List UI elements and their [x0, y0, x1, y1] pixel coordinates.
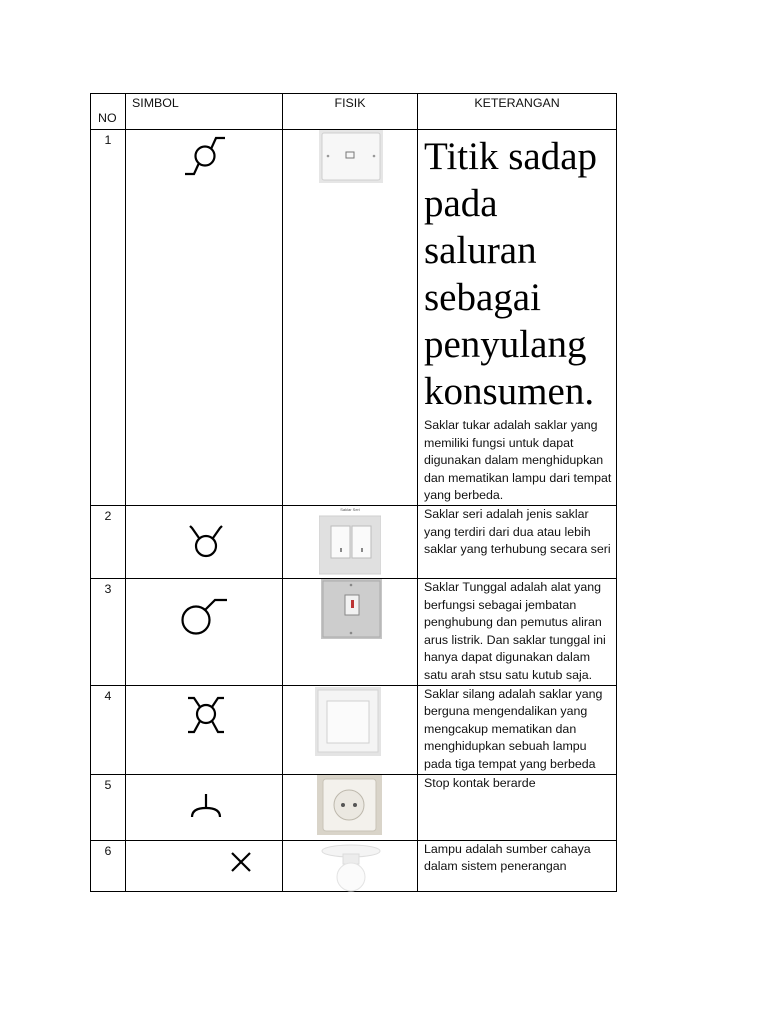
description-cell — [418, 685, 617, 774]
toggle-switch-double-pole-icon — [126, 130, 283, 190]
description-cell — [418, 130, 617, 506]
row-description: Saklar seri adalah jenis saklar yang terdiri dari dua atau lebih saklar yang terhubung secara seri — [424, 506, 611, 557]
row-number: 5 — [91, 774, 126, 840]
photo-cell — [283, 578, 418, 685]
description-cell — [418, 505, 617, 578]
row-description: Stop kontak berarde — [424, 775, 536, 790]
table-row — [91, 505, 617, 578]
table-row — [91, 774, 617, 840]
double-switch-plate-photo — [319, 506, 381, 576]
metal-single-switch-photo — [321, 579, 382, 639]
photo-cell — [283, 505, 418, 578]
highlight-title: Titik sadap pada saluran sebagai penyulang konsumen. — [424, 135, 598, 413]
row-number: 6 — [91, 840, 126, 891]
header-no: NO — [91, 94, 126, 130]
photo-cell — [283, 130, 418, 506]
photo-cell — [283, 774, 418, 840]
symbol-cell — [126, 685, 283, 774]
single-switch-icon — [126, 579, 283, 649]
header-fisik: FISIK — [283, 94, 418, 130]
square-rocker-switch-photo — [315, 687, 381, 756]
row-description: Saklar tukar adalah saklar yang memiliki fungsi untuk dapat digunakan dalam menghidupkan dan mematikan lampu dari tempat yang berbeda. — [424, 418, 612, 503]
lamp-cross-icon — [126, 841, 283, 891]
header-simbol: SIMBOL — [126, 94, 283, 130]
photo-caption: Saklar Seri — [340, 506, 360, 512]
photo-cell — [283, 685, 418, 774]
symbol-cell — [126, 130, 283, 506]
table-row — [91, 840, 617, 891]
description-cell — [418, 840, 617, 891]
single-switch-plate-photo — [319, 130, 383, 183]
row-number: 2 — [91, 505, 126, 578]
description-cell — [418, 578, 617, 685]
symbol-cell — [126, 840, 283, 891]
row-number: 1 — [91, 130, 126, 506]
table-header-row — [91, 94, 617, 130]
lamp-bulb-photo — [319, 841, 385, 893]
row-description: Saklar Tunggal adalah alat yang berfungsi sebagai jembatan penghubung dan pemutus aliran arus listrik. Dan saklar tunggal ini hanya dapat digunakan dalam satu arah stsu satu kutub saja. — [424, 579, 606, 682]
table-row — [91, 685, 617, 774]
series-switch-icon — [126, 506, 283, 576]
description-cell — [418, 774, 617, 840]
row-description: Saklar silang adalah saklar yang berguna mengendalikan yang mengcakup mematikan dan menghidupkan sebuah lampu pada tiga tempat yang berbeda — [424, 686, 603, 771]
row-description: Lampu adalah sumber cahaya dalam sistem penerangan — [424, 841, 591, 874]
wall-socket-photo — [317, 775, 382, 835]
row-number: 3 — [91, 578, 126, 685]
row-number: 4 — [91, 685, 126, 774]
symbol-cell — [126, 578, 283, 685]
table-row — [91, 578, 617, 685]
header-keterangan: KETERANGAN — [418, 94, 617, 130]
photo-cell — [283, 840, 418, 891]
table-row — [91, 130, 617, 506]
grounded-socket-icon — [126, 775, 283, 825]
symbol-cell — [126, 774, 283, 840]
components-table — [90, 93, 617, 892]
cross-switch-icon — [126, 686, 283, 746]
symbol-cell — [126, 505, 283, 578]
